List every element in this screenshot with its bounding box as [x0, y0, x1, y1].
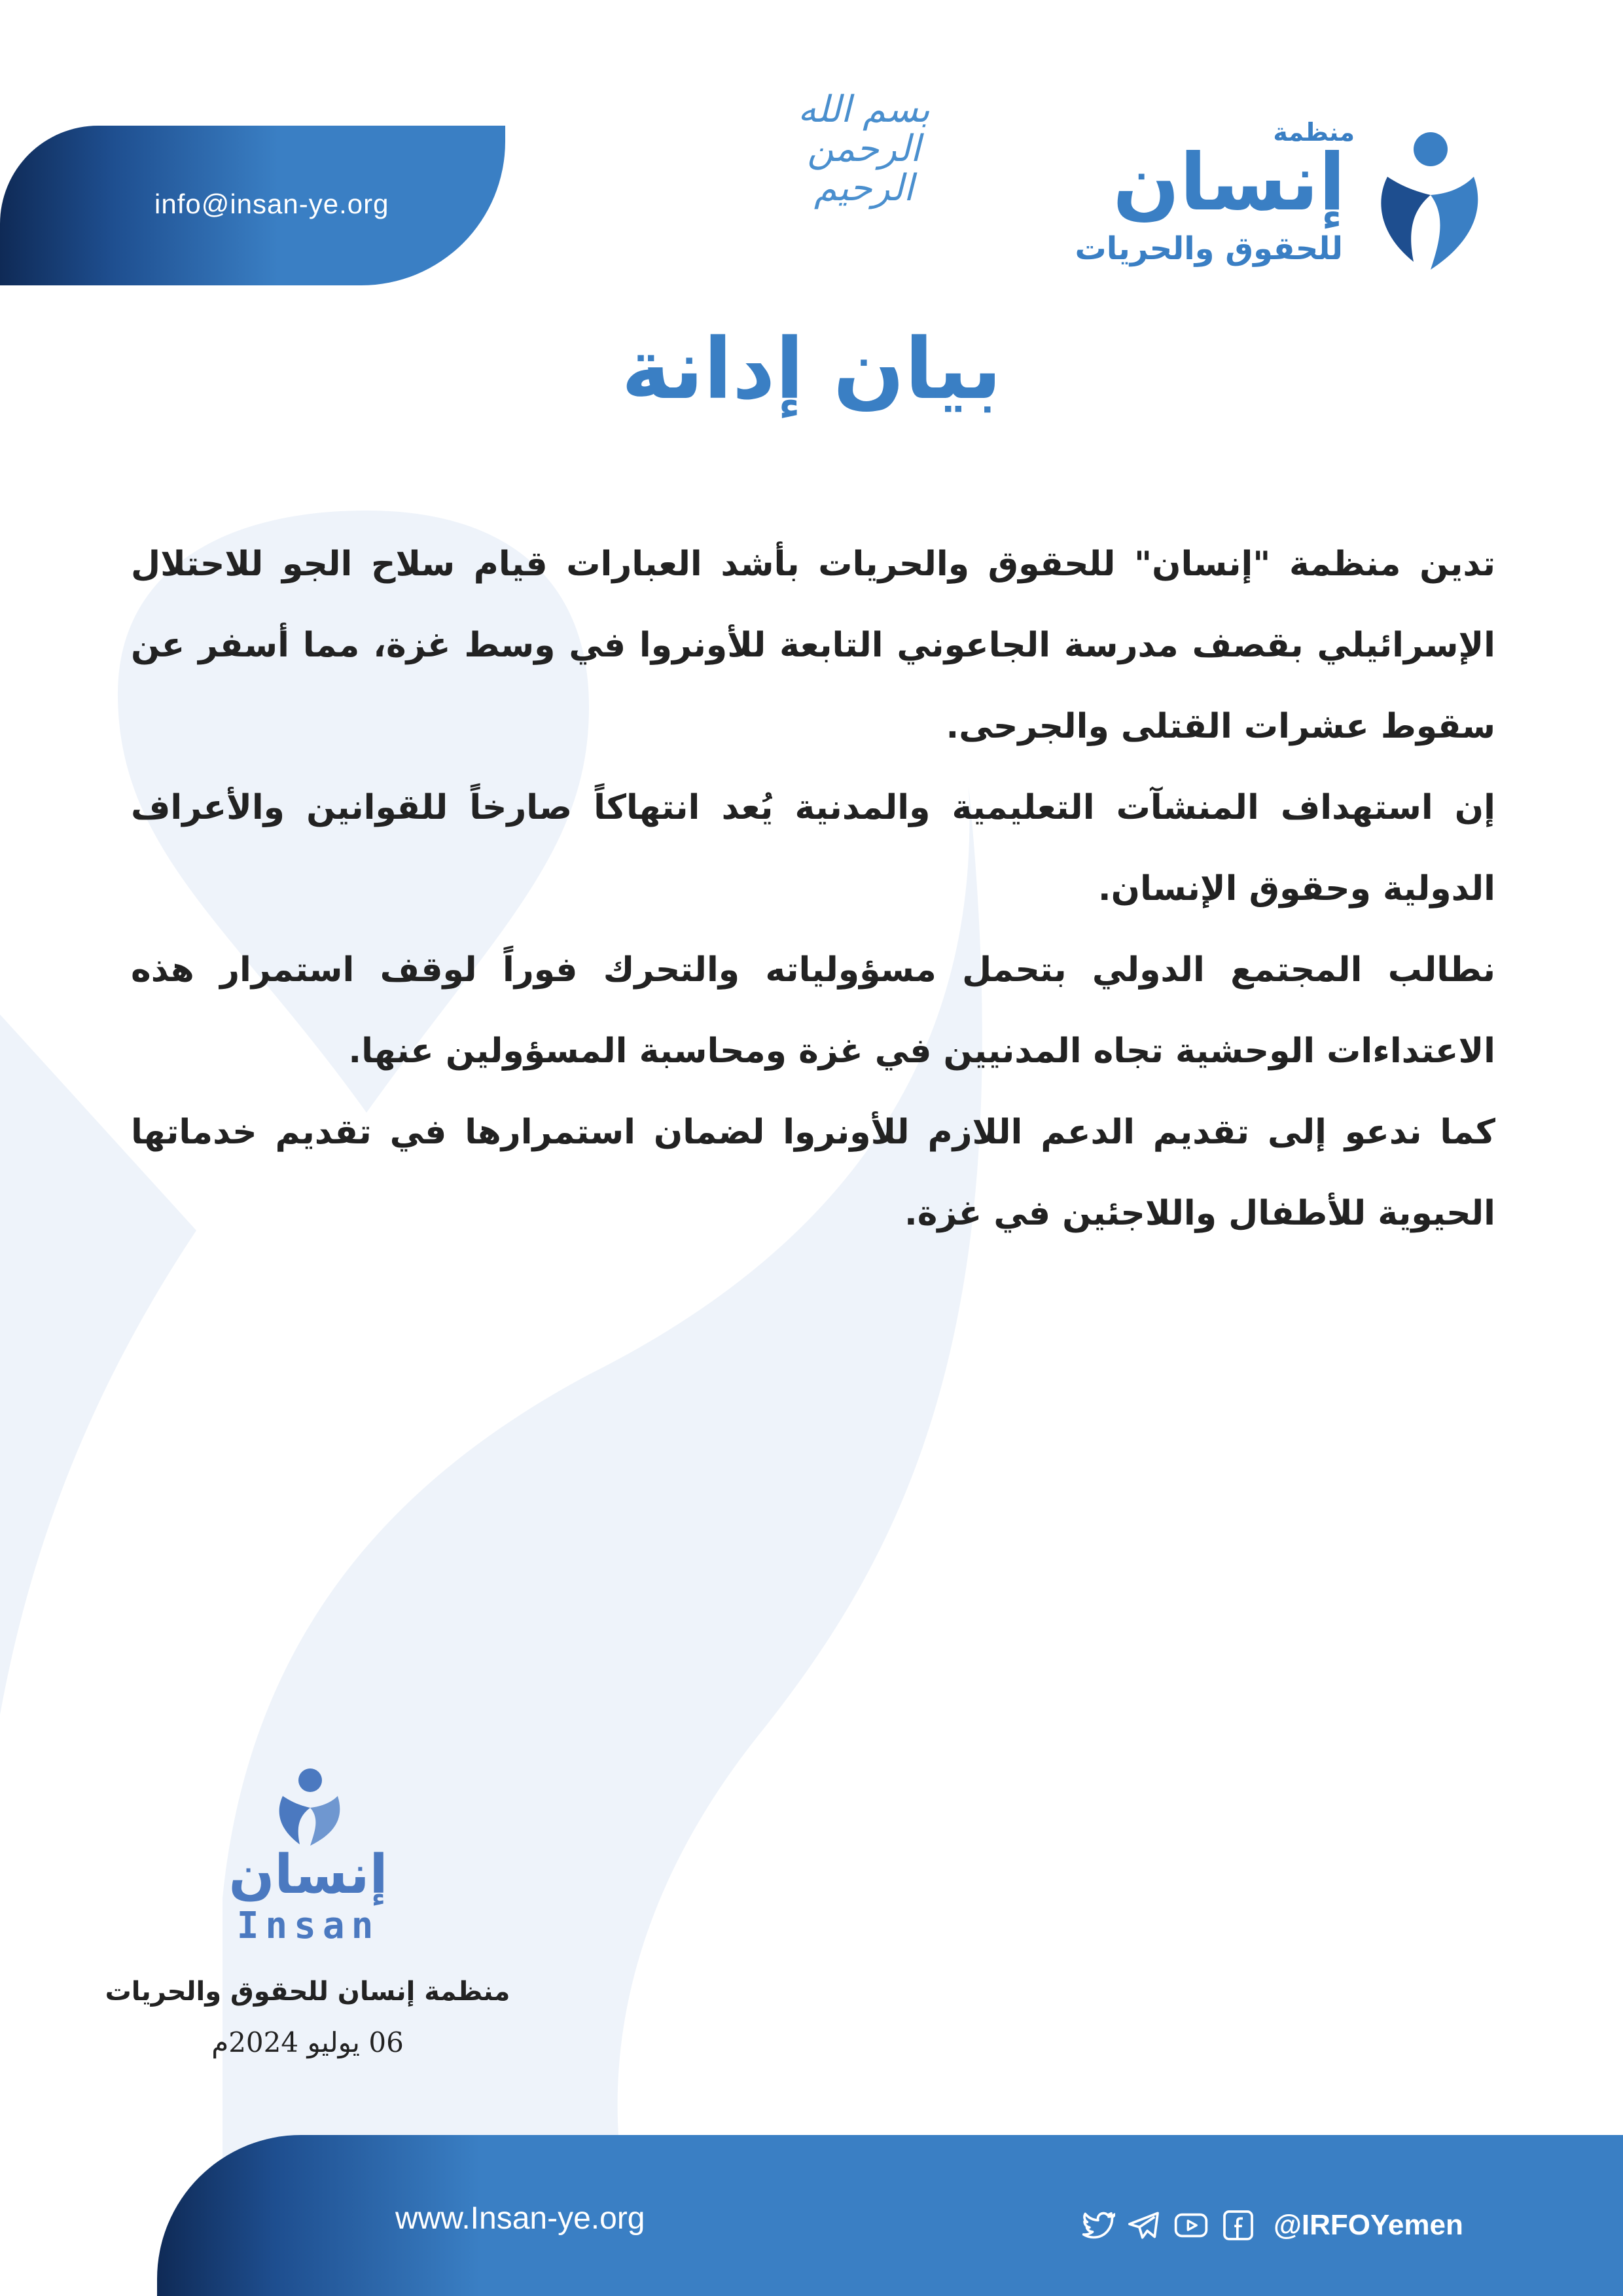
signature-org-name: منظمة إنسان للحقوق والحريات [105, 1977, 510, 2007]
contact-email[interactable]: info@insan-ye.org [154, 188, 389, 219]
paragraph: تدين منظمة "إنسان" للحقوق والحريات بأشد العبارات قيام سلاح الجو للاحتلال الإسرائيلي بقصف مدرسة الجاعوني التابعة للأونروا في وسط غزة، مما أسفر عن سقوط عشرات القتلى والجرحى. [131, 545, 1495, 746]
footer-social-links [1079, 2206, 1463, 2245]
paragraph: كما ندعو إلى تقديم الدعم اللازم للأونروا لضمان استمرارها في تقديم خدماتها الحيوية للأطفال واللاجئين في غزة. [131, 1113, 1495, 1233]
logo-mark-icon [1368, 131, 1486, 275]
organization-logo [1075, 118, 1486, 275]
logo-tagline: للحقوق والحريات [1075, 230, 1343, 267]
signature-logo-latin: Insan [236, 1905, 380, 1947]
facebook-icon[interactable] [1220, 2207, 1257, 2244]
signature-logo-word: إنسان [228, 1844, 388, 1906]
logo-small-word: منظمة [1273, 118, 1355, 147]
logo-main-word: إنسان [1113, 137, 1346, 228]
twitter-icon[interactable] [1079, 2207, 1115, 2244]
paragraph: نطالب المجتمع الدولي بتحمل مسؤولياته والتحرك فوراً لوقف استمرار هذه الاعتداءات الوحشية تجاه المدنيين في غزة ومحاسبة المسؤولين عنها. [131, 950, 1495, 1071]
statement-body [131, 524, 1495, 1254]
footer-website-link[interactable]: www.Insan-ye.org [395, 2201, 645, 2236]
telegram-icon[interactable] [1126, 2207, 1162, 2244]
paragraph: إن استهداف المنشآت التعليمية والمدنية يُعد انتهاكاً صارخاً للقوانين والأعراف الدولية وحقوق الإنسان. [131, 788, 1495, 908]
statement-title: بيان إدانة [621, 321, 1002, 418]
signature-date: 06 يوليو 2024م [211, 2026, 404, 2058]
signature-logo-mark-icon [226, 1767, 390, 1846]
youtube-icon[interactable] [1173, 2207, 1209, 2244]
basmala-calligraphy: بسم الله الرحمن الرحيم [798, 88, 930, 209]
footer-social-handle[interactable]: @IRFOYemen [1274, 2209, 1463, 2241]
signature-logo [226, 1767, 390, 1950]
